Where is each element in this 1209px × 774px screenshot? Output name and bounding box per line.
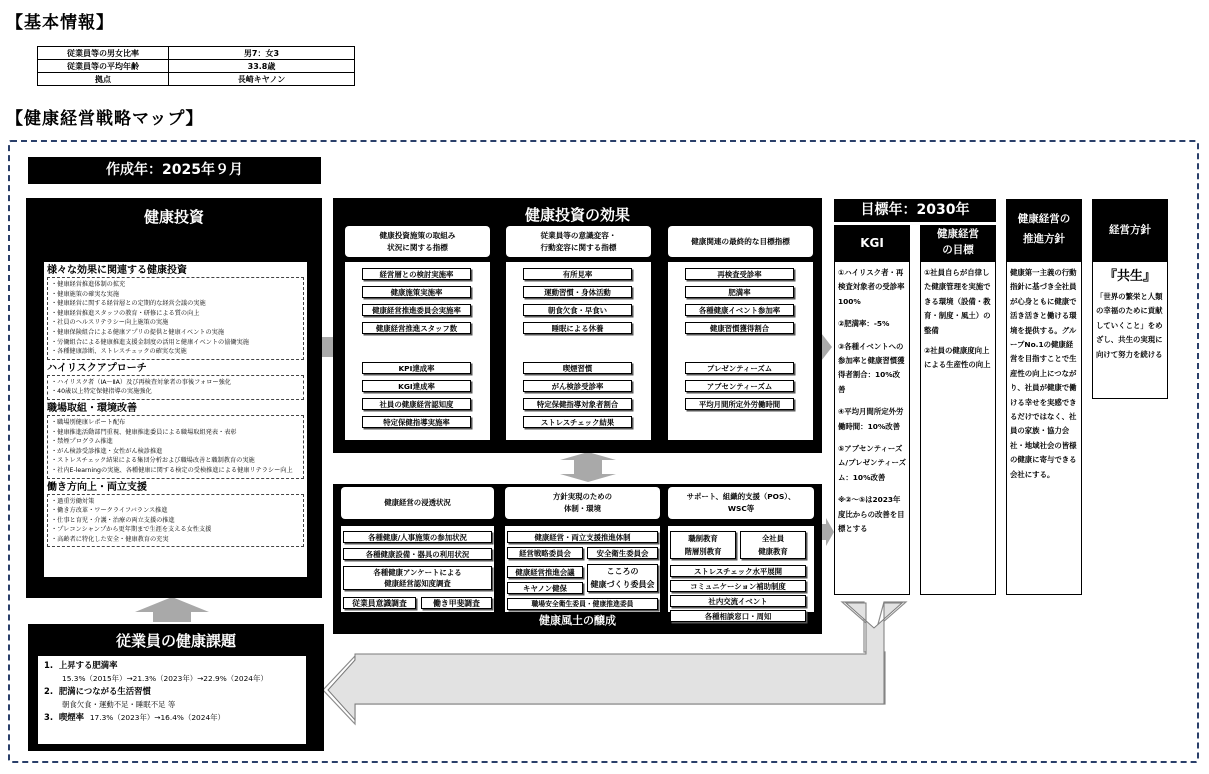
indicator-label: 肥満率	[685, 286, 794, 298]
list-item: ・禁煙プログラム推進	[51, 438, 113, 446]
list-item: ・ハイリスク者（ⅠA～ⅡA）及び再検査対象者の事後フォロー強化	[51, 378, 231, 386]
culture-item: 各種健康アンケートによる 健康経営認知度調査	[343, 566, 492, 590]
list-item: ・健康推進活動部門重視、健康推進委員による職場取組発表・表彰	[51, 428, 237, 436]
list-item: ・がん検診受診推進・女性がん検診推進	[51, 447, 163, 455]
issue-number: 1.	[44, 660, 54, 670]
health-issues-title: 従業員の健康課題	[115, 632, 236, 650]
culture-column-header: サポート、組織的支援（POS）、 WSC等	[668, 487, 814, 519]
indicator-label: プレゼンティーズム	[685, 362, 794, 374]
table-cell-label: 従業員等の男女比率	[38, 47, 169, 60]
culture-item: 社内交流イベント	[670, 595, 806, 607]
effects-column-header: 健康投資施策の取組み 状況に関する指標	[345, 226, 490, 257]
goals-list	[920, 261, 996, 595]
table-cell-value: 長崎キヤノン	[169, 73, 355, 86]
indicator-label: 健康経営推進スタッフ数	[362, 322, 471, 334]
list-item: ・働き方改革・ワークライフバランス推進	[51, 507, 168, 515]
section-heading: 様々な効果に関連する健康投資	[47, 265, 187, 276]
culture-item: キヤノン健保	[507, 582, 583, 594]
created-year-bar: 作成年：2025年９月	[28, 157, 321, 184]
management-box	[1092, 261, 1168, 399]
indicator-label: 再検査受診率	[685, 268, 794, 280]
indicator-label: KPI達成率	[362, 362, 471, 374]
investment-list-general	[47, 277, 304, 360]
indicator-label: 特定保健指導対象者割合	[523, 398, 632, 410]
section-heading: 職場取組・環境改善	[47, 402, 137, 414]
list-item: ・健康施策の確実な実施	[51, 290, 120, 298]
culture-item: 安全衛生委員会	[587, 547, 658, 559]
list-item: ・ストレスチェック結果による集団分析および職場改善と職制教育の実施	[51, 457, 255, 465]
issue-name: 上昇する肥満率	[58, 660, 118, 670]
issue-name: 肥満につながる生活習慣	[58, 686, 151, 696]
section-heading: 働き方向上・両立支援	[47, 481, 147, 493]
list-item: ・健康保険組合による健康アプリの提供と健康イベントの実施	[51, 328, 225, 336]
culture-item: 働き甲斐調査	[421, 597, 492, 609]
list-item: ・健康経営推進スタッフの教育・研修による質の向上	[51, 309, 200, 317]
indicator-label: 各種健康イベント参加率	[685, 304, 794, 316]
health-issues-panel	[28, 624, 324, 751]
management-motto: 『共生』	[1103, 269, 1156, 284]
list-item: ・社員のヘルスリテラシー向上施策の実施	[51, 319, 169, 327]
kgi-item: ④平均月間所定外労働時間：10%改善	[838, 407, 904, 431]
basic-info-title: 【基本情報】	[6, 13, 114, 33]
map-title: 【健康経営戦略マップ】	[6, 109, 204, 129]
health-issues-box	[38, 656, 306, 744]
issue-item	[44, 711, 300, 724]
culture-item: ストレスチェック水平展開	[670, 565, 806, 577]
list-item: ・過重労働対策	[51, 497, 95, 505]
investment-list-workplace	[47, 415, 304, 479]
indicator-label: がん検診受診率	[523, 380, 632, 392]
indicator-label: 健康経営推進委員会実施率	[362, 304, 471, 316]
list-item: ・各種健康診断、ストレスチェックの確実な実施	[51, 348, 187, 356]
indicator-label: 睡眠による休養	[523, 322, 632, 334]
issue-detail: 朝食欠食・運動不足・睡眠不足 等	[62, 700, 176, 709]
indicator-label: 経営層との検討実施率	[362, 268, 471, 280]
investment-effects-title: 健康投資の効果	[524, 206, 630, 224]
issue-name: 喫煙率	[58, 712, 84, 722]
indicator-label: 運動習慣・身体活動	[523, 286, 632, 298]
indicator-label: 平均月間所定外労働時間	[685, 398, 794, 410]
kgi-item: ②肥満率：-5%	[838, 319, 890, 329]
issue-number: 2.	[44, 686, 54, 696]
list-item: ・健康経営推進体制の拡充	[51, 281, 126, 288]
investment-list-high-risk	[47, 375, 304, 400]
kgi-item: ③各種イベントへの参加率と健康習慣獲得者割合：10%改善	[838, 341, 905, 394]
culture-item: 経営戦略委員会	[507, 547, 583, 559]
bidirectional-arrow	[560, 452, 616, 482]
culture-item: 健康経営推進会議	[507, 566, 583, 578]
indicator-label: 喫煙習慣	[523, 362, 632, 374]
table-cell-label: 拠点	[38, 73, 169, 86]
management-header: 経営方針	[1092, 199, 1168, 261]
issue-detail: 17.3%（2023年）→16.4%（2024年）	[89, 713, 225, 722]
culture-item: 健康経営・両立支援推進体制	[507, 531, 658, 543]
kgi-item: ※②～⑤は2023年度比からの改善を目標とする	[838, 495, 905, 534]
indicator-label: KGI達成率	[362, 380, 471, 392]
effects-column-header: 従業員等の意識変容・ 行動変容に関する指標	[506, 226, 651, 257]
list-item: ・職場別健康レポート配布	[51, 418, 126, 426]
indicator-label: 健康習慣獲得割合	[685, 322, 794, 334]
culture-item: こころの 健康づくり委員会	[587, 564, 658, 592]
issue-up-arrow	[135, 597, 209, 622]
goal-item: ②社員の健康度向上による生産性の向上	[924, 346, 991, 370]
indicator-label: 社員の健康経営認知度	[362, 398, 471, 410]
list-item: ・健康経営に関する経営層との定期的な経営会議の実施	[51, 300, 206, 308]
effects-column-header: 健康関連の最終的な目標指標	[668, 226, 813, 257]
section-heading: ハイリスクアプローチ	[47, 362, 147, 374]
goals-header: 健康経営 の目標	[920, 225, 996, 261]
policy-text: 健康第一主義の行動指針に基づき全社員が心身ともに健康で活き活きと働ける環境を提供する。グループNo.1の健康経営を目指すことで生産性の向上につながり、社員が健康で働ける幸せを実感できるだけではなく、社員の家族・協力会社・地域社会の皆様の健康に寄与できる会社にする。	[1006, 261, 1082, 595]
health-investment-title: 健康投資	[143, 208, 204, 226]
culture-item: 従業員意識調査	[343, 597, 416, 609]
table-cell-label: 従業員等の平均年齢	[38, 60, 169, 73]
culture-item: 各種健康/人事施策の参加状況	[343, 531, 492, 543]
list-item: ・高齢者に特化した安全・健康教育の充実	[51, 535, 169, 543]
indicator-label: 健康施策実施率	[362, 286, 471, 298]
policy-header: 健康経営の 推進方針	[1006, 199, 1082, 261]
issue-item	[44, 685, 300, 698]
goal-item: ①社員自らが自律した健康管理を実施できる環境（設備・教育・制度・風土）の整備	[924, 268, 991, 335]
culture-column-header: 健康経営の浸透状況	[341, 487, 494, 519]
kgi-list	[834, 261, 910, 595]
culture-item: 職制教育 階層別教育	[670, 531, 736, 559]
indicator-label: アブセンティーズム	[685, 380, 794, 392]
kgi-item: ①ハイリスク者・再検査対象者の受診率100%	[838, 268, 905, 306]
culture-item: 全社員 健康教育	[740, 531, 806, 559]
culture-column-header: 方針実現のための 体制・環境	[505, 487, 660, 519]
indicator-label: 有所見率	[523, 268, 632, 280]
list-item: ・労働組合による健康推進支援金制度の活用と健康イベントの協働実施	[51, 338, 249, 346]
culture-item: コミュニケーション補助制度	[670, 580, 806, 592]
indicator-label: 特定保健指導実施率	[362, 416, 471, 428]
target-year-bar: 目標年：2030年	[834, 199, 996, 222]
culture-item: 各種相談窓口・周知	[670, 610, 806, 622]
table-cell-value: 男7：女3	[169, 47, 355, 60]
indicator-label: 朝食欠食・早食い	[523, 304, 632, 316]
management-text: 「世界の繁栄と人類の幸福のために貢献していくこと」をめざし、共生の実現に向けて努力を続ける	[1096, 292, 1163, 359]
issue-item	[44, 659, 300, 672]
kgi-item: ⑤アブセンティーズム/プレゼンティーズム：10%改善	[838, 444, 906, 482]
list-item: ・仕事と育児・介護・治療の両立支援の推進	[51, 516, 175, 524]
kgi-header: KGI	[834, 225, 910, 261]
culture-item: 各種健康設備・器具の利用状況	[343, 548, 492, 560]
table-cell-value: 33.8歳	[169, 60, 355, 73]
issue-number: 3.	[44, 712, 54, 722]
health-culture-title: 健康風土の醸成	[539, 614, 616, 627]
investment-list-box	[44, 262, 307, 577]
investment-list-work-style	[47, 494, 304, 548]
indicator-label: ストレスチェック結果	[523, 416, 632, 428]
list-item: ・社内E-learningの実施、各種健康に関する検定の受検推進による健康リテラシー向上	[51, 466, 293, 474]
culture-item: 職場安全衛生委員・健康推進委員	[507, 598, 658, 610]
health-investment-panel	[26, 198, 322, 598]
list-item: ・プレコンシャンプから更年期まで生涯を支える女性支援	[51, 526, 212, 534]
issue-detail: 15.3%（2015年）→21.3%（2023年）→22.9%（2024年）	[62, 674, 268, 683]
list-item: ・40歳以上特定保健指導の実施強化	[51, 388, 152, 396]
